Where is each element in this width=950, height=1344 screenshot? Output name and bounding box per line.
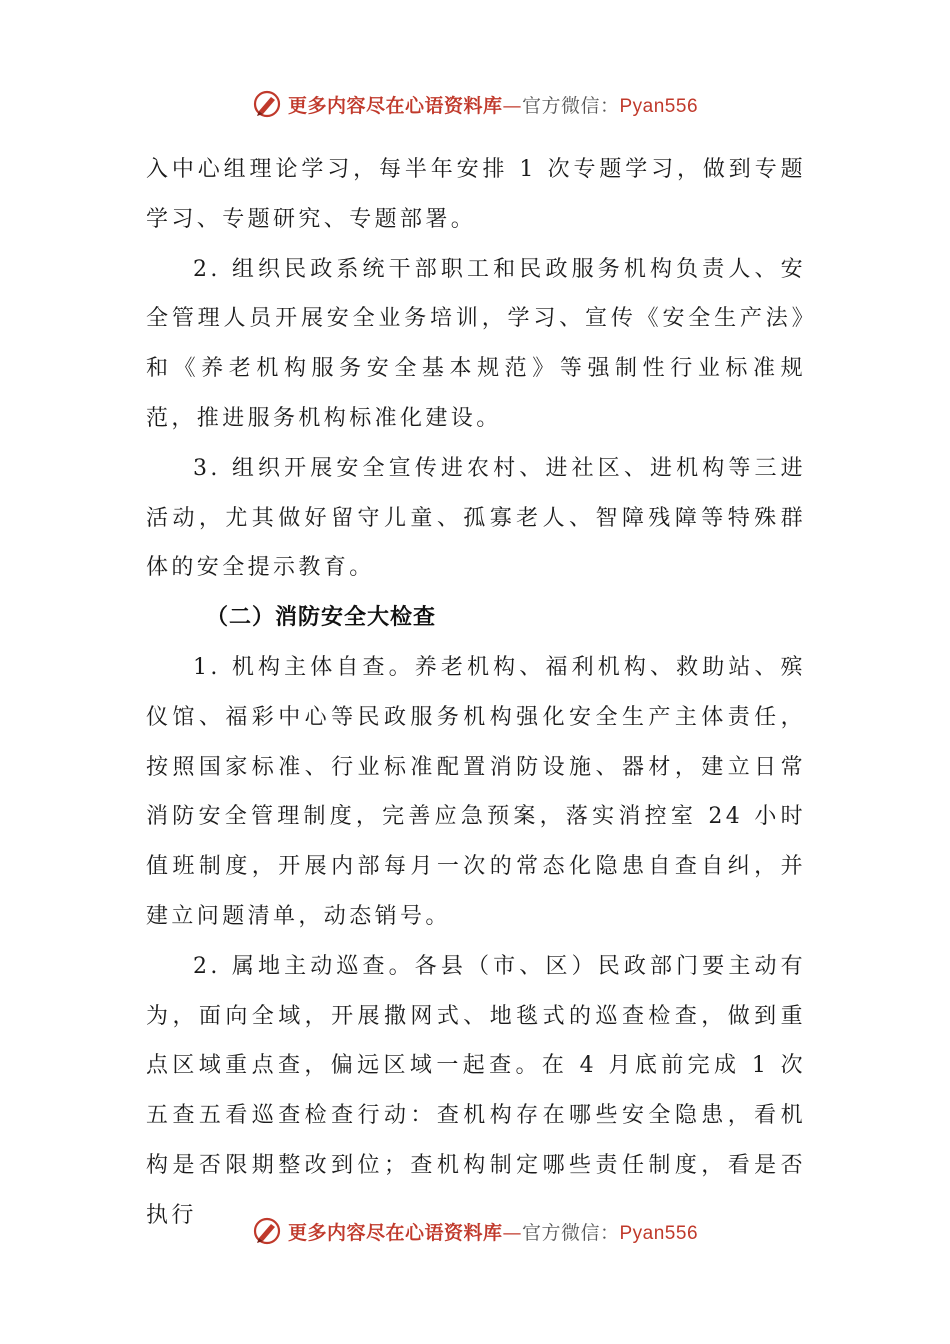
section-heading: （二）消防安全大检查 <box>206 605 437 631</box>
watermark-official-label: 官方微信： <box>521 1221 620 1244</box>
watermark-text <box>288 1218 698 1245</box>
pen-logo-icon <box>252 1216 282 1246</box>
paragraph-patrol-inspection: 2. 属地主动巡查。各县（市、区）民政部门要主动有为，面向全域，开展撒网式、地毯式的巡查检查，做到重点区域重点查，偏远区域一起查。在 4 月底前完成 1 次五查五看巡查检查行动：查机构存在哪些安全隐患，看机构是否限期整改到位；查机构制定哪些责任制度，看是否执行 <box>146 953 806 1228</box>
paragraph-self-inspection: 1. 机构主体自查。养老机构、福利机构、救助站、殡仪馆、福彩中心等民政服务机构强化安全生产主体责任，按照国家标准、行业标准配置消防设施、器材，建立日常消防安全管理制度，完善应急预案，落实消控室 24 小时值班制度，开展内部每月一次的常态化隐患自查自纠，并建立问题清单，动态销号。 <box>146 654 806 929</box>
watermark-text <box>288 91 698 118</box>
pen-logo-icon <box>252 89 282 119</box>
watermark-brand: 更多内容尽在心语资料库 <box>287 1221 503 1244</box>
paragraph-continued: 入中心组理论学习，每半年安排 1 次专题学习，做到专题学习、专题研究、专题部署。 <box>146 157 806 232</box>
paragraph-item-2: 2. 组织民政系统干部职工和民政服务机构负责人、安全管理人员开展安全业务培训，学习、宣传《安全生产法》和《养老机构服务安全基本规范》等强制性行业标准规范，推进服务机构标准化建设。 <box>146 256 806 431</box>
watermark-banner-bottom <box>0 1211 950 1251</box>
watermark-dash: — <box>502 1221 522 1244</box>
watermark-official-label: 官方微信： <box>521 94 620 117</box>
watermark-wechat-id: Pyan556 <box>619 1222 699 1244</box>
paragraph-item-3: 3. 组织开展安全宣传进农村、进社区、进机构等三进活动，尤其做好留守儿童、孤寡老人、智障残障等特殊群体的安全提示教育。 <box>146 455 806 581</box>
watermark-banner-top <box>0 84 950 124</box>
watermark-brand: 更多内容尽在心语资料库 <box>287 94 503 117</box>
document-body <box>146 145 806 1241</box>
watermark-dash: — <box>502 94 522 117</box>
watermark-wechat-id: Pyan556 <box>619 95 699 117</box>
